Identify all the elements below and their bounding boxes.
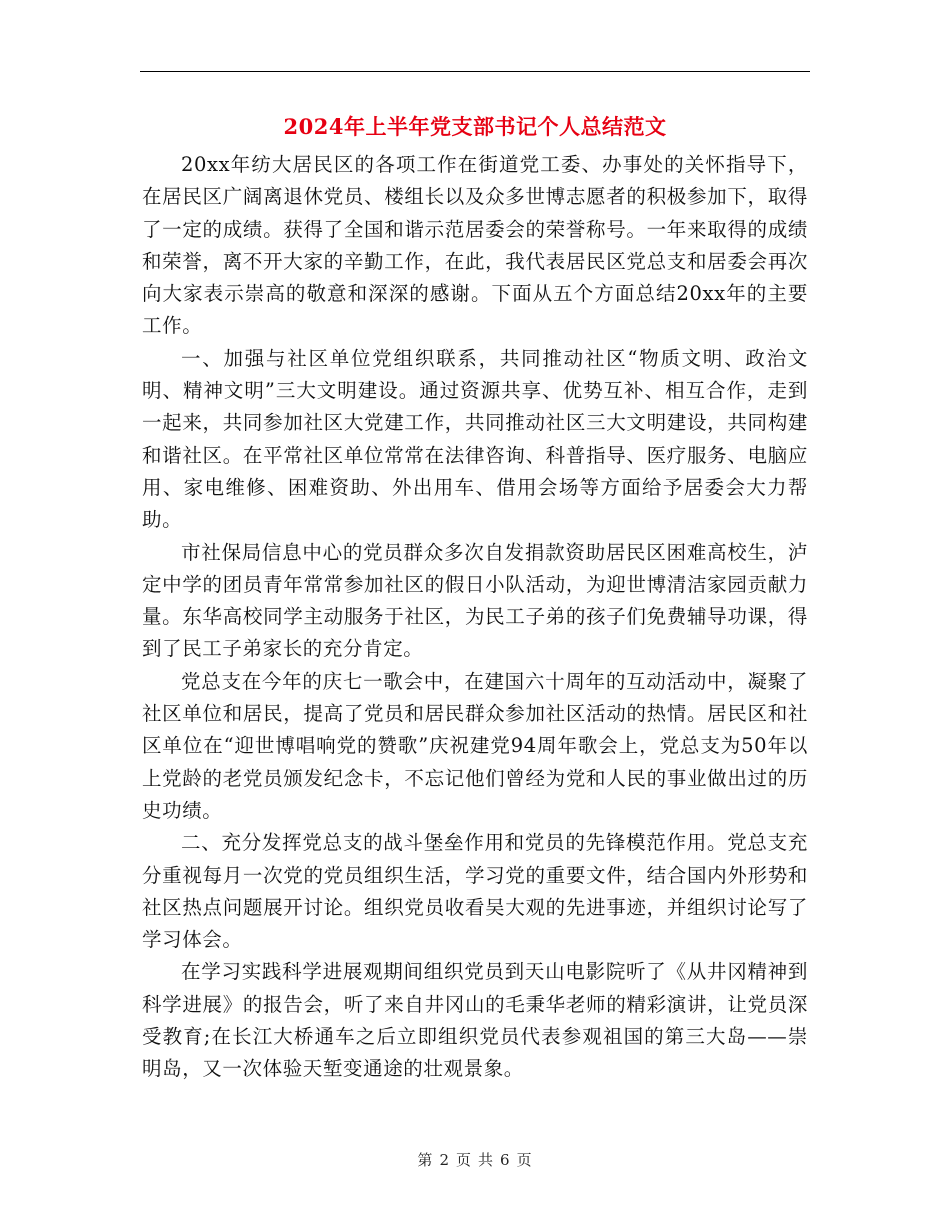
document-body [142,149,808,1086]
page-prefix: 第 [417,1151,434,1169]
paragraph: 二、充分发挥党总支的战斗堡垒作用和党员的先锋模范作用。党总支充分重视每月一次党的党员组织生活，学习党的重要文件，结合国内外形势和社区热点问题展开讨论。组织党员收看吴大观的先进事迹，并组织讨论写了学习体会。 [142,831,808,952]
page-footer [0,1148,950,1172]
page-mid: 页 [455,1151,472,1169]
total-prefix: 共 [478,1151,495,1169]
document-title: 2024年上半年党支部书记个人总结范文 [283,114,667,139]
paragraph: 党总支在今年的庆七一歌会中，在建国六十周年的互动活动中，凝聚了社区单位和居民，提高了党员和居民群众参加社区活动的热情。居民区和社区单位在“迎世博唱响党的赞歌”庆祝建党94周年歌会上，党总支为50年以上党龄的老党员颁发纪念卡，不忘记他们曾经为党和人民的事业做出过的历史功绩。 [142,669,808,822]
header-rule [140,71,810,72]
paragraph: 市社保局信息中心的党员群众多次自发捐款资助居民区困难高校生，泸定中学的团员青年常常参加社区的假日小队活动，为迎世博清洁家园贡献力量。东华高校同学主动服务于社区，为民工子弟的孩子们免费辅导功课，得到了民工子弟家长的充分肯定。 [142,540,808,661]
current-page-number: 2 [439,1151,450,1169]
paragraph: 20xx年纺大居民区的各项工作在街道党工委、办事处的关怀指导下，在居民区广阔离退休党员、楼组长以及众多世博志愿者的积极参加下，取得了一定的成绩。获得了全国和谐示范居委会的荣誉称号。一年来取得的成绩和荣誉，离不开大家的辛勤工作，在此，我代表居民区党总支和居委会再次向大家表示崇高的敬意和深深的感谢。下面从五个方面总结20xx年的主要工作。 [142,153,808,338]
total-page-count: 6 [500,1151,511,1169]
paragraph: 一、加强与社区单位党组织联系，共同推动社区“物质文明、政治文明、精神文明”三大文明建设。通过资源共享、优势互补、相互合作，走到一起来，共同参加社区大党建工作，共同推动社区三大文明建设，共同构建和谐社区。在平常社区单位常常在法律咨询、科普指导、医疗服务、电脑应用、家电维修、困难资助、外出用车、借用会场等方面给予居委会大力帮助。 [142,346,808,532]
page-suffix: 页 [516,1151,533,1169]
paragraph: 在学习实践科学进展观期间组织党员到天山电影院听了《从井冈精神到科学进展》的报告会，听了来自井冈山的毛秉华老师的精彩演讲，让党员深受教育;在长江大桥通车之后立即组织党员代表参观祖国的第三大岛——崇明岛，又一次体验天堑变通途的壮观景象。 [142,960,808,1081]
